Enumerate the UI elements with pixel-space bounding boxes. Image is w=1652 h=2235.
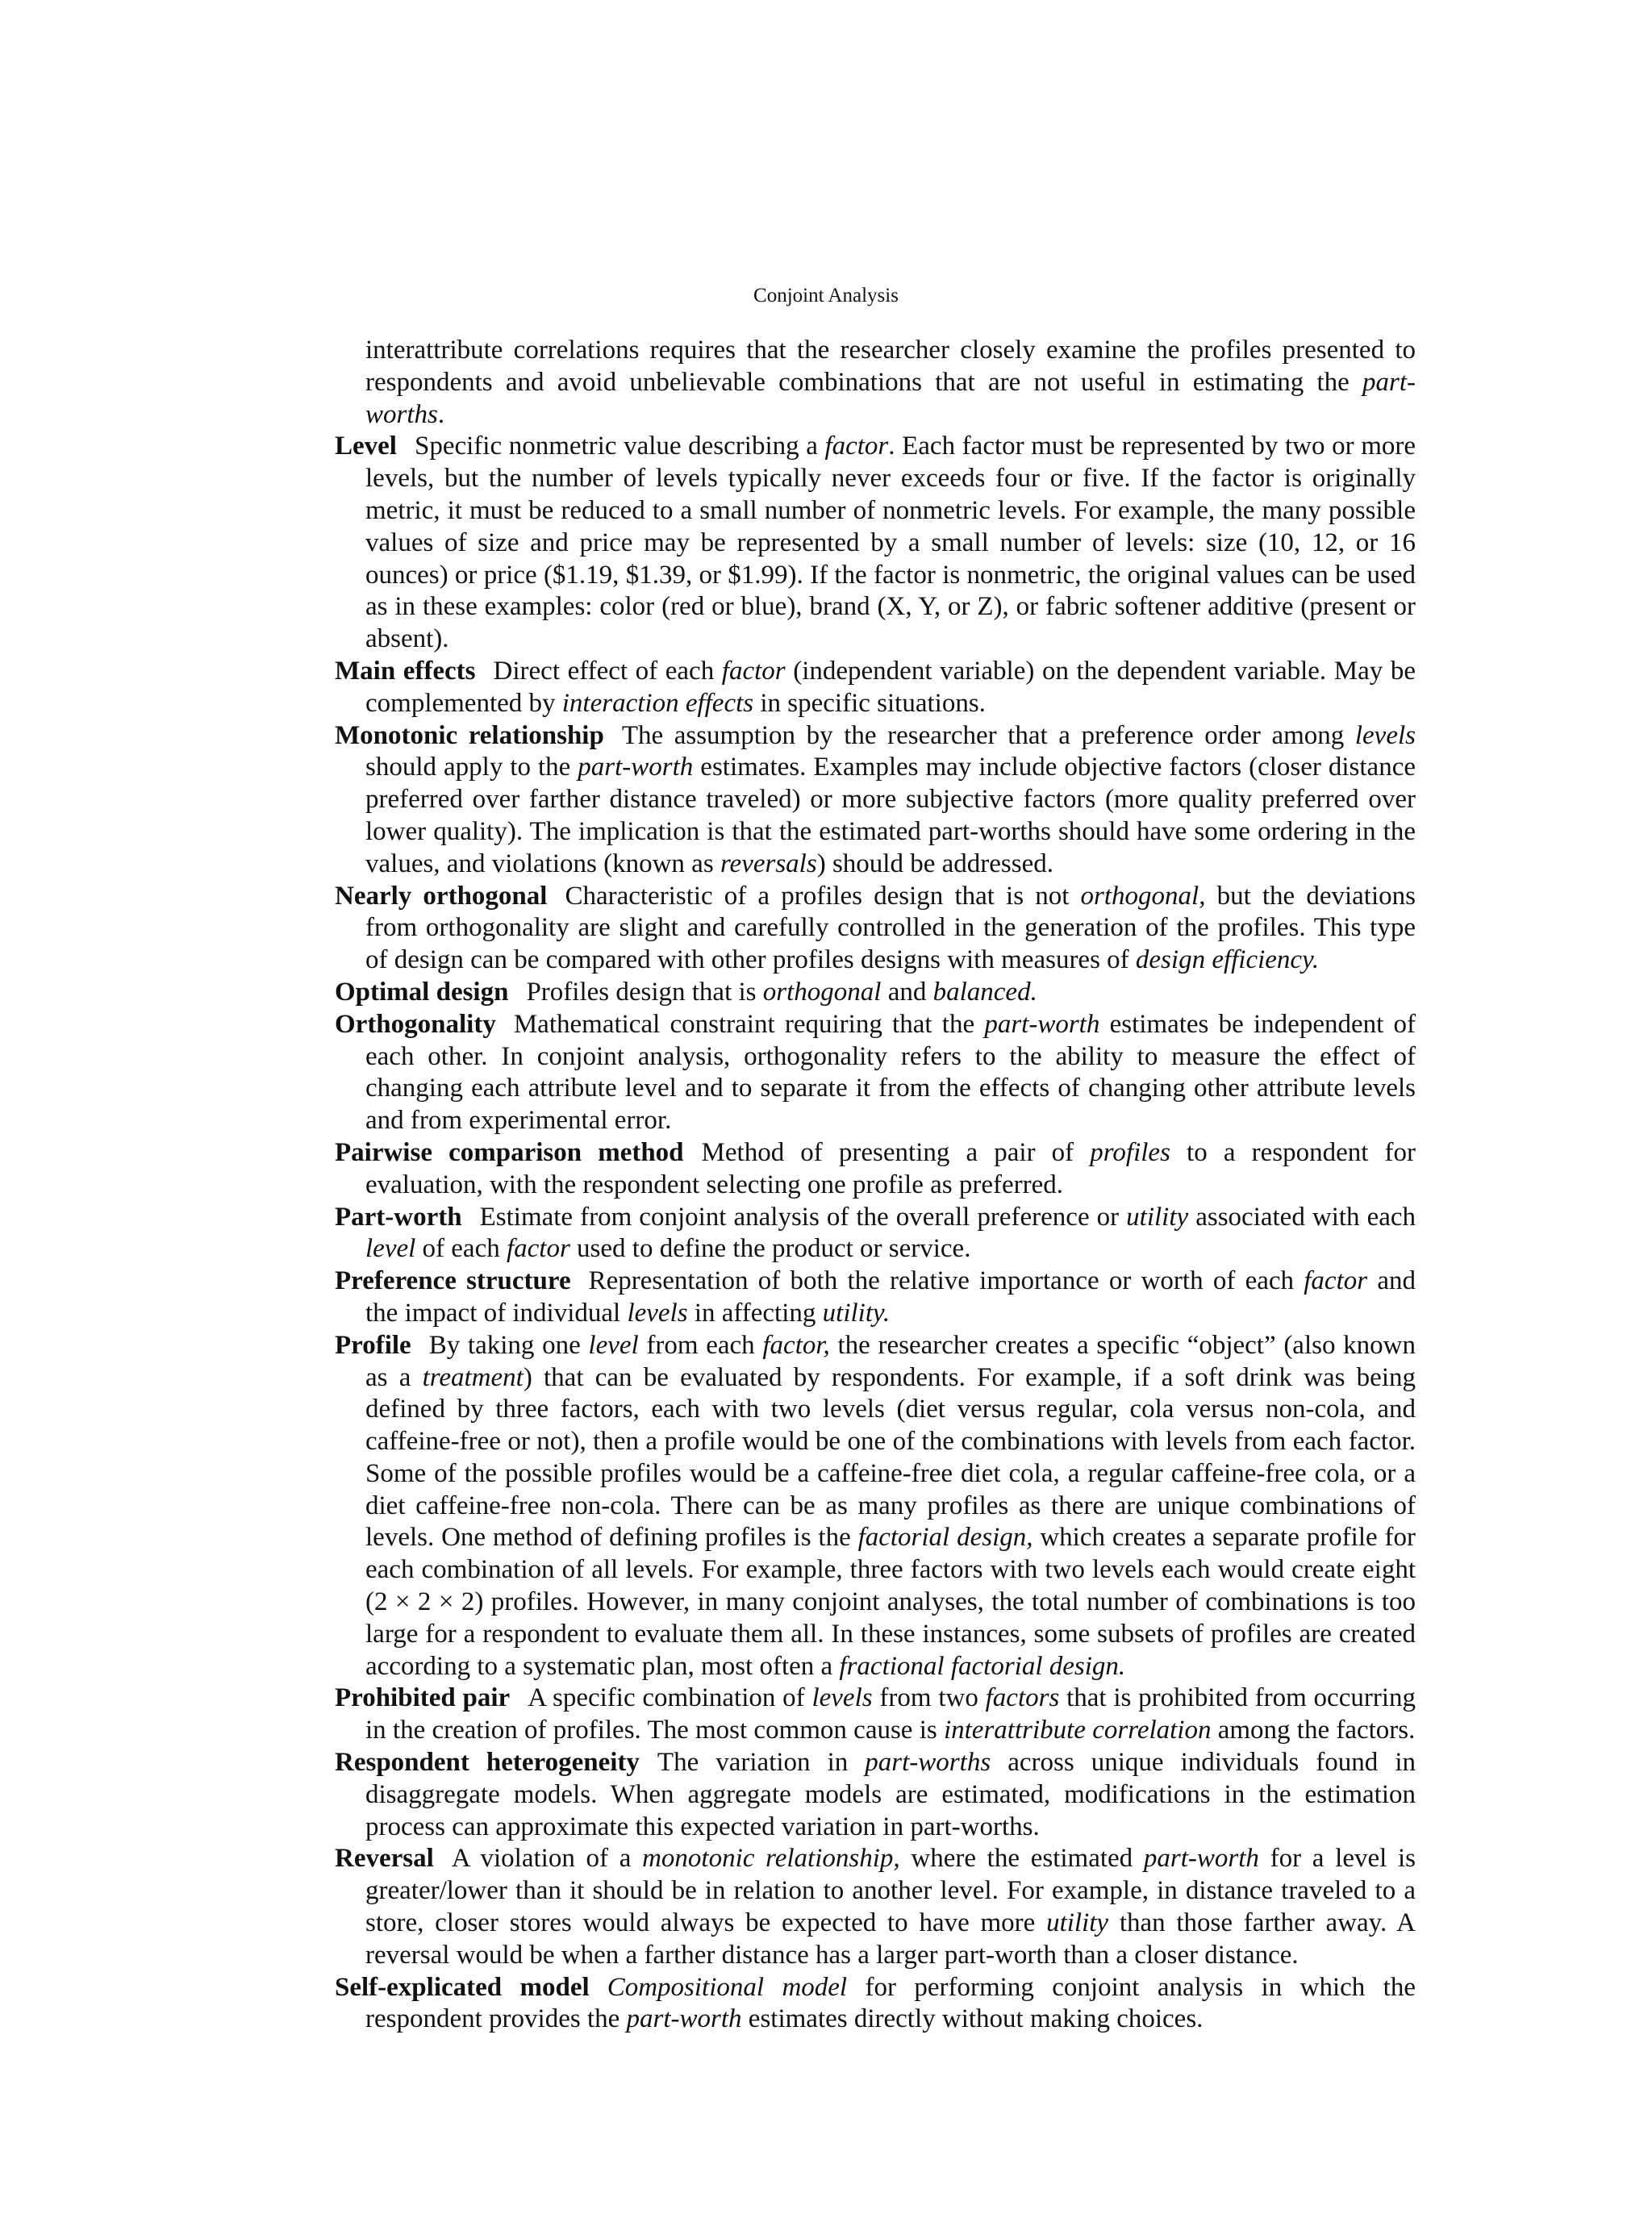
definition-text: among the factors. [1211,1716,1416,1745]
cross-reference-term: fractional factorial design. [839,1651,1126,1681]
definition-text: to a respondent for evaluation, with the respondent selecting one profile as preferred. [365,1137,1416,1199]
definition-text: Direct effect of each [493,656,722,686]
definition-text: Estimate from conjoint analysis of the overall preference or [479,1202,1127,1232]
glossary-entry [335,1972,1416,2037]
definition-text: By taking one [428,1330,589,1360]
glossary-entry [335,1843,1416,1971]
definition-text: (independent variable) on the dependent variable. May be complemented by [365,656,1416,718]
definition-text: . [437,399,445,429]
glossary-entry-continued [335,335,1416,431]
glossary-term: Preference structure [335,1266,571,1296]
glossary-term: Part-worth [335,1202,462,1232]
definition-text: A violation of a [451,1844,643,1874]
definition-text: that is prohibited from occurring in the creation of profiles. The most common cause is [365,1683,1416,1745]
cross-reference-term: factor [506,1234,570,1264]
cross-reference-term: factor [824,432,889,461]
glossary-term: Level [335,432,397,461]
cross-reference-term: utility [1126,1202,1189,1232]
cross-reference-term: levels [811,1683,873,1713]
cross-reference-term: Compositional model [607,1972,848,2002]
cross-reference-term: profiles [1090,1137,1170,1167]
cross-reference-term: reversals [720,849,817,878]
definition-text: The assumption by the researcher that a preference order among [621,720,1355,750]
glossary-term: Pairwise comparison method [335,1137,684,1167]
cross-reference-term: part-worth [626,2004,742,2034]
definition-text: Mathematical constraint requiring that the [513,1009,985,1039]
definition-text: than those farther away. A reversal would be when a farther distance has a larger part-worth than a closer distance. [365,1908,1416,1970]
glossary-entry [335,1330,1416,1683]
definition-text: across unique individuals found in disaggregate models. When aggregate models are estimated, modifications in the estimation process can approximate this expected variation in part-worths. [365,1748,1416,1841]
definition-text: and the impact of individual [365,1266,1416,1328]
cross-reference-term: part-worths [365,367,1416,429]
glossary-entry [335,656,1416,720]
cross-reference-term: orthogonal, [1080,881,1206,911]
glossary-entry [335,431,1416,656]
cross-reference-term: interaction effects [561,688,754,718]
glossary-entry [335,881,1416,977]
cross-reference-term: factor [721,656,786,686]
definition-text: A specific combination of [528,1683,812,1713]
glossary-term: Monotonic relationship [335,720,604,750]
cross-reference-term: level [365,1234,416,1264]
definition-text: estimates directly without making choices. [741,2004,1204,2034]
definition-text: of each [415,1234,507,1264]
glossary-term: Nearly orthogonal [335,881,548,911]
cross-reference-term: factors [985,1683,1060,1713]
glossary-term: Self-explicated model [335,1972,590,2002]
cross-reference-term: treatment [422,1362,524,1392]
definition-text: Method of presenting a pair of [701,1137,1091,1167]
glossary-entries [335,335,1416,2036]
definition-text: in specific situations. [753,688,986,718]
definition-text: should apply to the [365,753,578,782]
cross-reference-term: factorial design, [857,1523,1033,1553]
definition-text: where the estimated [899,1844,1144,1874]
glossary-entry [335,1683,1416,1747]
cross-reference-term: levels [627,1298,688,1328]
cross-reference-term: levels [1354,720,1416,750]
definition-text: and [881,977,933,1007]
glossary-term: Orthogonality [335,1009,496,1039]
glossary-term: Optimal design [335,977,509,1007]
definition-text: which creates a separate profile for each combination of all levels. For example, three factors with two levels each would create eight (2 × 2 × 2) profiles. However, in many conjoint analyses, the total number of combinations is too large for a respondent to evaluate them all. In these instances, some subsets of profiles are created according to a systematic plan, most often a [365,1523,1416,1681]
running-head: Conjoint Analysis [753,285,899,306]
cross-reference-term: part-worth [1143,1844,1259,1874]
definition-text: for performing conjoint analysis in which the respondent provides the [365,1972,1416,2034]
definition-text: in affecting [687,1298,823,1328]
cross-reference-term: part-worths [865,1748,991,1778]
glossary-entry [335,1266,1416,1330]
definition-text: used to define the product or service. [569,1234,971,1264]
definition-text: the researcher creates a specific “object” (also known as a [365,1330,1416,1392]
definition-text: for a level is greater/lower than it should be in relation to another level. For example, in distance traveled to a store, closer stores would always be expected to have more [365,1844,1416,1938]
cross-reference-term: interattribute correlation [943,1716,1212,1745]
glossary-entry [335,1202,1416,1266]
definition-text: associated with each [1188,1202,1416,1232]
glossary-term: Profile [335,1330,411,1360]
cross-reference-term: balanced. [932,977,1037,1007]
definition-text: ) should be addressed. [816,849,1053,878]
glossary-term: Prohibited pair [335,1683,511,1713]
cross-reference-term: monotonic relationship, [642,1844,900,1874]
definition-text: estimates. Examples may include objective factors (closer distance preferred over farther distance traveled) or more subjective factors (more quality preferred over lower quality). The implication is that the estimated part-worths should have some ordering in the values, and violations (known as [365,753,1416,878]
definition-text: . Each factor must be represented by two or more levels, but the number of levels typically never exceeds four or five. If the factor is originally metric, it must be reduced to a small number of nonmetric levels. For example, the many possible values of size and price may be represented by a small number of levels: size (10, 12, or 16 ounces) or price ($1.19, $1.39, or $1.99). If the factor is nonmetric, the original values can be used as in these examples: color (red or blue), brand (X, Y, or Z), or fabric softener additive (present or absent). [365,432,1416,654]
cross-reference-term: utility. [822,1298,891,1328]
glossary-term: Reversal [335,1844,434,1874]
definition-text: but the deviations from orthogonality are slight and carefully controlled in the generation of the profiles. This type of design can be compared with other profiles designs with measures of [365,881,1416,975]
cross-reference-term: utility [1046,1908,1109,1938]
definition-text: from two [872,1683,986,1713]
cross-reference-term: part-worth [984,1009,1100,1039]
definition-text: ) that can be evaluated by respondents. For example, if a soft drink was being defined by three factors, each with two levels (diet versus regular, cola versus non-cola, and caffeine-free or not), then a profile would be one of the combinations with levels from each factor. Some of the possible profiles would be a caffeine-free diet cola, a regular caffeine-free cola, or a diet caffeine-free non-cola. There can be as many profiles as there are unique combinations of levels. One method of defining profiles is the [365,1362,1416,1553]
definition-text: Representation of both the relative importance or worth of each [588,1266,1304,1296]
definition-text: The variation in [657,1748,866,1778]
glossary-entry [335,720,1416,881]
definition-text: Profiles design that is [526,977,763,1007]
definition-text: interattribute correlations requires that the researcher closely examine the profiles presented to respondents and avoid unbelievable combinations that are not useful in estimating the [365,336,1416,397]
glossary-entry [335,1137,1416,1202]
glossary-entry [335,1747,1416,1843]
definition-text: from each [638,1330,763,1360]
cross-reference-term: factor [1304,1266,1368,1296]
cross-reference-term: design efficiency. [1135,945,1320,975]
definition-text: estimates be independent of each other. In conjoint analysis, orthogonality refers to the ability to measure the effect of changing each attribute level and to separate it from the effects of changing other attribute levels and from experimental error. [365,1009,1416,1136]
glossary-term: Main effects [335,656,476,686]
cross-reference-term: level [588,1330,639,1360]
glossary-entry [335,1009,1416,1137]
cross-reference-term: part-worth [578,753,694,782]
definition-text: Specific nonmetric value describing a [414,432,825,461]
cross-reference-term: orthogonal [762,977,882,1007]
cross-reference-term: factor, [762,1330,830,1360]
glossary-term: Respondent heterogeneity [335,1748,640,1778]
glossary-entry [335,977,1416,1009]
definition-text: Characteristic of a profiles design that is not [565,881,1081,911]
